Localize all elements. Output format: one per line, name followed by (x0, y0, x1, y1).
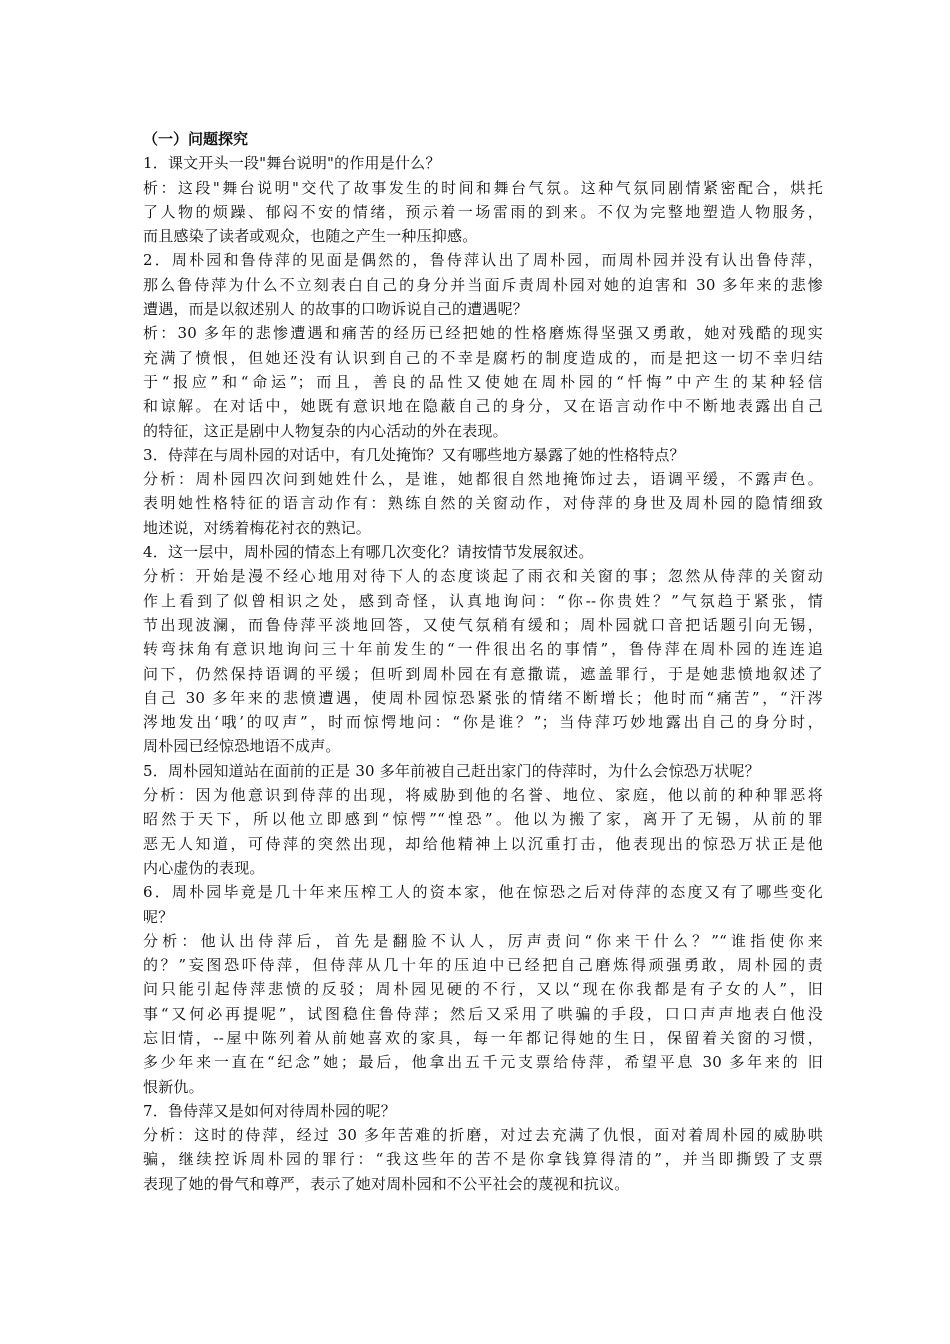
question-line: 1．课文开头一段"舞台说明"的作用是什么？ (143, 154, 441, 173)
qa-item (143, 151, 823, 248)
answer-line: 充满了愤恨，但她还没有认识到自己的不幸是腐朽的制度造成的，而是把这一切不幸归结 (143, 348, 823, 367)
answer-line: 骗，继续控诉周朴园的罪行：“我这些年的苦不是你拿钱算得清的”，并当即撕毁了支票 (143, 1150, 823, 1169)
document-page (143, 127, 823, 1196)
answer-line: 昭然于天下，所以他立即感到“惊愕”“惶恐”。他以为搬了家，离开了无锡，从前的罪 (143, 810, 823, 829)
answer-line: 地述说，对绣着梅花衬衣的熟记。 (143, 518, 372, 537)
question-line: 2．周朴园和鲁侍萍的见面是偶然的，鲁侍萍认出了周朴园，而周朴园并没有认出鲁侍萍， (143, 251, 823, 270)
answer-line: 转弯抹角有意识地询问三十年前发生的“一件很出名的事情”，鲁侍萍在周朴园的连连追 (143, 640, 823, 659)
answer-line: 恨新仇。 (143, 1077, 204, 1096)
answer-line: 而且感染了读者或观众，也随之产生一种压抑感。 (143, 227, 478, 246)
qa-item (143, 880, 823, 1099)
answer-line: 事“又何必再提呢”，试图稳住鲁侍萍；然后又采用了哄骗的手段，口口声声地表白他没 (143, 1004, 823, 1023)
section-title: （一）问题探究 (143, 130, 249, 148)
answer-line: 作上看到了似曾相识之处，感到奇怪，认真地询问：“你--你贵姓？”气氛趋于紧张，情 (143, 591, 823, 610)
qa-item (143, 1099, 823, 1196)
answer-line: 分析：这时的侍萍，经过 30 多年苦难的折磨，对过去充满了仇恨，面对着周朴园的威胁哄 (143, 1126, 823, 1145)
answer-line: 分析：他认出侍萍后，首先是翻脸不认人，厉声责问“你来干什么？”“谁指使你来 (143, 931, 823, 950)
answer-line: 内心虚伪的表现。 (143, 858, 265, 877)
answer-line: 分析：开始是漫不经心地用对待下人的态度谈起了雨衣和关窗的事；忽然从侍萍的关窗动 (143, 567, 823, 586)
answer-line: 和谅解。在对话中，她既有意识地在隐蔽自己的身分，又在语言动作中不断地表露出自己 (143, 397, 823, 416)
question-line: 那么鲁侍萍为什么不立刻表白自己的身分并当面斥责周朴园对她的迫害和 30 多年来的悲惨 (143, 275, 823, 294)
answer-line: 周朴园已经惊恐地语不成声。 (143, 737, 341, 756)
answer-line: 节出现波澜，而鲁侍萍平淡地回答，又使气氛稍有缓和；周朴园就口音把话题引向无锡， (143, 615, 823, 634)
answer-line: 分析：周朴园四次问到她姓什么，是谁，她都很自然地掩饰过去，语调平缓，不露声色。 (143, 470, 823, 489)
answer-line: 问下，仍然保持语调的平缓；但听到周朴园在有意撒谎，遮盖罪行，于是她悲愤地叙述了 (143, 664, 823, 683)
answer-line: 自己 30 多年来的悲愤遭遇，使周朴园惊恐紧张的情绪不断增长；他时而“痛苦”，“汗涔 (143, 688, 823, 707)
answer-line: 表明她性格特征的语言动作有：熟练自然的关窗动作，对侍萍的身世及周朴园的隐情细致 (143, 494, 823, 513)
question-line: 遭遇，而是以叙述别人 的故事的口吻诉说自己的遭遇呢？ (143, 300, 528, 319)
answer-line: 分析：因为他意识到侍萍的出现，将威胁到他的名誉、地位、家庭，他以前的种种罪恶将 (143, 786, 823, 805)
answer-line: 的？”妄图恐吓侍萍，但侍萍从几十年的压迫中已经把自己磨炼得顽强勇敢，周朴园的责 (143, 956, 823, 975)
question-line: 5．周朴园知道站在面前的正是 30 多年前被自己赶出家门的侍萍时，为什么会惊恐万状呢？ (143, 761, 760, 780)
answer-line: 表现了她的骨气和尊严，表示了她对周朴园和不公平社会的蔑视和抗议。 (143, 1174, 630, 1193)
answer-line: 析：这段"舞台说明"交代了故事发生的时间和舞台气氛。这种气氛同剧情紧密配合，烘托 (143, 178, 823, 197)
qa-item (143, 759, 823, 880)
answer-line: 涔地发出‘哦’的叹声”，时而惊愕地问：“你是谁？”；当侍萍巧妙地露出自己的身分时， (143, 713, 823, 732)
answer-line: 了人物的烦躁、郁闷不安的情绪，预示着一场雷雨的到来。不仅为完整地塑造人物服务， (143, 202, 823, 221)
question-line: 7．鲁侍萍又是如何对待周朴园的呢？ (143, 1101, 396, 1120)
qa-list (143, 151, 823, 1196)
question-line: 3．侍萍在与周朴园的对话中，有几处掩饰？又有哪些地方暴露了她的性格特点？ (143, 445, 685, 464)
qa-item (143, 540, 823, 759)
answer-line: 问只能引起侍萍悲愤的反驳；周朴园见硬的不行，又以“现在你我都是有子女的人”，旧 (143, 980, 823, 999)
question-line: 6．周朴园毕竟是几十年来压榨工人的资本家，他在惊恐之后对侍萍的态度又有了哪些变化 (143, 883, 823, 902)
answer-line: 的特征，这正是剧中人物复杂的内心活动的外在表现。 (143, 421, 508, 440)
answer-line: 恶无人知道，可侍萍的突然出现，却给他精神上以沉重打击，他表现出的惊恐万状正是他 (143, 834, 823, 853)
qa-item (143, 248, 823, 442)
answer-line: 于“报应”和“命运”；而且，善良的品性又使她在周朴园的“忏悔”中产生的某种轻信 (143, 372, 823, 391)
answer-line: 忘旧情，--屋中陈列着从前她喜欢的家具，每一年都记得她的生日，保留着关窗的习惯， (143, 1028, 823, 1047)
question-line: 4．这一层中，周朴园的情态上有哪几次变化？请按情节发展叙述。 (143, 543, 594, 562)
answer-line: 多少年来一直在“纪念”她；最后，他拿出五千元支票给侍萍，希望平息 30 多年来的 旧 (143, 1053, 823, 1072)
qa-item (143, 443, 823, 540)
question-line: 呢？ (143, 907, 174, 926)
answer-line: 析：30 多年的悲惨遭遇和痛苦的经历已经把她的性格磨炼得坚强又勇敢，她对残酷的现实 (143, 324, 823, 343)
